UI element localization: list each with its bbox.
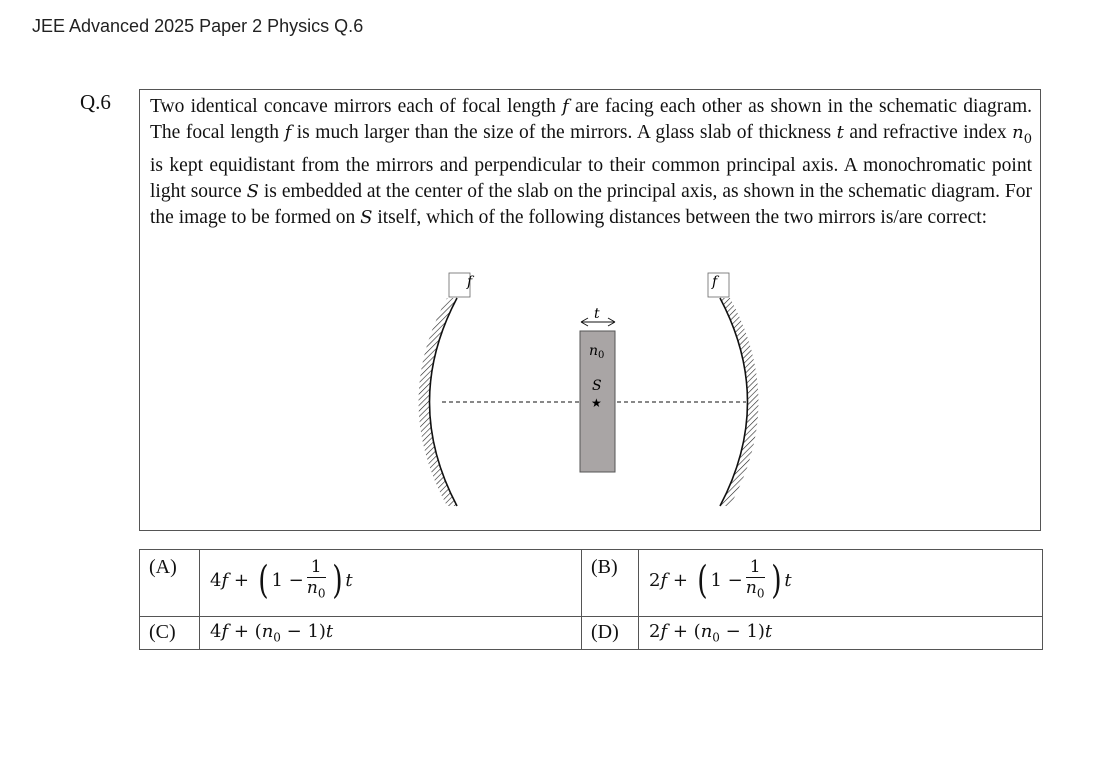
question-text-part: are facing each other as shown in the schematic diagram. The focal length	[150, 96, 1032, 143]
option-b-expression[interactable]	[639, 550, 1043, 617]
option-b-numerator: 1	[746, 557, 765, 578]
option-d-expression[interactable]	[639, 617, 1043, 650]
question-text-part: and refractive index	[843, 122, 1013, 143]
option-b-fraction	[746, 557, 765, 603]
math-f: f	[562, 96, 569, 117]
source-label: S	[592, 378, 602, 394]
option-b-right-paren: )	[770, 558, 782, 602]
option-c-mid: + (	[228, 621, 262, 642]
option-a-plus: +	[228, 569, 255, 591]
option-d-coefficient: 2	[649, 621, 661, 642]
option-a-expression[interactable]	[200, 550, 582, 617]
option-b-t: t	[784, 569, 792, 591]
math-s: S	[246, 180, 259, 202]
option-c-label[interactable]: (C)	[140, 617, 200, 650]
page-header: JEE Advanced 2025 Paper 2 Physics Q.6	[32, 16, 364, 36]
slab-index-n: n	[589, 343, 599, 359]
option-c-post: − 1)	[280, 621, 326, 642]
thickness-label: t	[594, 306, 600, 322]
math-n-subscript: 0	[1023, 131, 1032, 147]
option-d-f: f	[660, 621, 668, 642]
option-d-label[interactable]: (D)	[582, 617, 639, 650]
option-c-f: f	[221, 621, 229, 642]
slab-index-subscript: 0	[598, 350, 605, 361]
option-b-plus: +	[667, 569, 694, 591]
question-number: Q.6	[80, 90, 111, 114]
option-a-one-minus: 1 −	[271, 569, 304, 591]
math-t: t	[836, 122, 844, 143]
option-d-mid: + (	[667, 621, 701, 642]
source-star-icon: ★	[591, 396, 602, 410]
left-mirror	[419, 273, 471, 506]
option-b-one-minus: 1 −	[710, 569, 743, 591]
question-text-part: is embedded at the center of the slab on the principal axis, as shown in the schematic diagram. For the image to be formed on	[150, 180, 1032, 228]
option-c-coefficient: 4	[210, 621, 222, 642]
question-box	[139, 89, 1041, 531]
option-a-numerator: 1	[307, 557, 326, 578]
option-b-left-paren: (	[696, 558, 708, 602]
option-a-right-paren: )	[331, 558, 343, 602]
option-c-subscript: 0	[273, 630, 281, 645]
right-mirror-focal-label: f	[712, 274, 718, 290]
math-s: S	[360, 206, 373, 228]
options-table	[139, 549, 1043, 650]
option-b-denominator-subscript: 0	[756, 586, 765, 601]
option-c-t: t	[325, 621, 334, 642]
option-a-t: t	[345, 569, 353, 591]
option-c-expression[interactable]	[200, 617, 582, 650]
option-a-label[interactable]: (A)	[140, 550, 200, 617]
option-a-left-paren: (	[257, 558, 269, 602]
option-a-denominator-subscript: 0	[317, 586, 326, 601]
option-b-coefficient: 2	[649, 569, 661, 591]
option-a-denominator: n	[306, 577, 318, 598]
option-b-label[interactable]: (B)	[582, 550, 639, 617]
option-d-n: n	[700, 621, 713, 642]
option-c-n: n	[261, 621, 274, 642]
math-f: f	[284, 122, 292, 143]
question-text-part: is kept equidistant from the mirrors and perpendicular to their common principal axis. A monochromatic point light source	[150, 154, 1032, 202]
right-mirror	[708, 273, 759, 506]
option-d-post: − 1)	[719, 621, 765, 642]
math-n: n	[1012, 122, 1024, 143]
option-a-coefficient: 4	[210, 569, 222, 591]
option-b-denominator: n	[745, 577, 757, 598]
question-text-part: itself, which of the following distances between the two mirrors is/are correct:	[372, 206, 988, 228]
option-d-subscript: 0	[712, 630, 720, 645]
option-a-f: f	[221, 569, 229, 591]
option-d-t: t	[764, 621, 773, 642]
left-mirror-focal-label: f	[467, 274, 473, 290]
option-a-fraction	[307, 557, 326, 603]
question-text-part: Two identical concave mirrors each of focal length	[150, 96, 563, 117]
mirror-diagram	[140, 90, 1040, 530]
question-text-part: is much larger than the size of the mirrors. A glass slab of thickness	[291, 122, 837, 143]
option-b-f: f	[660, 569, 668, 591]
